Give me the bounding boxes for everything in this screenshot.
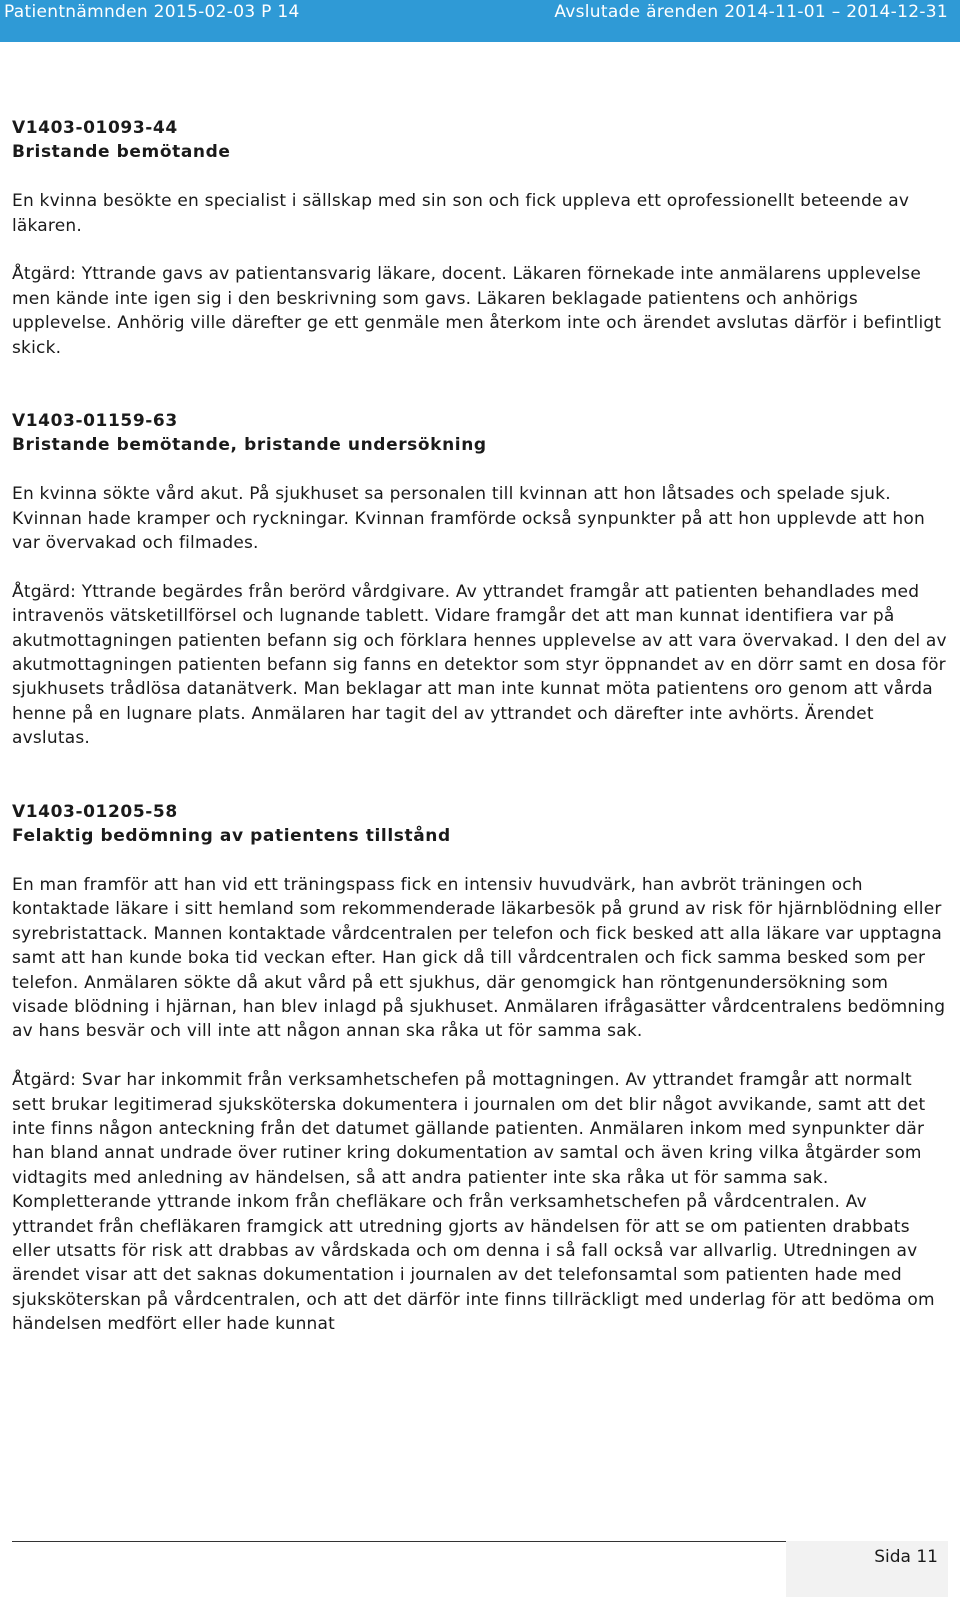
header-left-text: Patientnämnden 2015-02-03 P 14	[4, 2, 300, 22]
case-action: Åtgärd: Yttrande begärdes från berörd vårdgivare. Av yttrandet framgår att patienten behandlades med intravenös vätsketillförsel och lugnande tablett. Vidare framgår det att man kunnat identifiera var på akutmottagningen patienten befann sig och förklara hennes upplevelse av att vara övervakad. I den del av akutmottagningen patienten befann sig fanns en detektor som styr öppnandet av en dörr samt en dosa för sjukhusets trådlösa datanätverk. Man beklagar att man inte kunnat möta patientens oro genom att vårda henne på en lugnare plats. Anmälaren har tagit del av yttrandet och därefter inte avhörts. Ärendet avslutas.	[12, 581, 947, 749]
page-number: Sida 11	[874, 1547, 938, 1567]
case-title: Felaktig bedömning av patientens tillstånd	[12, 826, 451, 847]
case-action: Åtgärd: Yttrande gavs av patientansvarig läkare, docent. Läkaren förnekade inte anmälarens upplevelse men kände inte igen sig i den beskrivning som gavs. Läkaren beklagade patientens och anhörigs upplevelse. Anhörig ville därefter ge ett genmäle men återkom inte och ärendet avslutas därför i befintligt skick.	[12, 264, 942, 358]
case-description: En man framför att han vid ett träningspass fick en intensiv huvudvärk, han avbröt träningen och kontaktade läkare i sitt hemland som rekommenderade läkarbesök på grund av risk för hjärnblödning eller syrebristattack. Mannen kontaktade vårdcentralen per telefon och fick besked att alla läkare var upptagna samt att han kunde boka tid veckan efter. Han gick då till vårdcentralen och fick samma besked som per telefon. Anmälaren sökte då akut vård på ett sjukhus, där genomgick han röntgenundersökning som visade blödning i hjärnan, han blev inlagd på sjukhuset. Anmälaren ifrågasätter vårdcentralens bedömning av hans besvär och vill inte att någon annan ska råka ut för samma sak.	[12, 874, 946, 1042]
header-right-text: Avslutade ärenden 2014-11-01 – 2014-12-31	[554, 2, 948, 22]
case-entry	[12, 800, 948, 1337]
header-bar	[0, 0, 960, 42]
case-description: En kvinna sökte vård akut. På sjukhuset sa personalen till kvinnan att hon låtsades och spelade sjuk. Kvinnan hade kramper och ryckningar. Kvinnan framförde också synpunkter på att hon upplevde att hon var övervakad och filmades.	[12, 484, 925, 554]
case-entry	[12, 409, 948, 751]
case-title: Bristande bemötande, bristande undersökning	[12, 435, 487, 456]
case-entry	[12, 116, 948, 360]
case-id: V1403-01093-44	[12, 118, 178, 138]
case-action: Åtgärd: Svar har inkommit från verksamhetschefen på mottagningen. Av yttrandet framgår att normalt sett brukar legitimerad sjuksköterska dokumentera i journalen om det blir något avvikande, samt att det inte finns någon anteckning från det datumet gällande patienten. Anmälaren inkom med synpunkter där han bland annat undrade över rutiner kring dokumentation av samtal och även kring vilka åtgärder som vidtagits med anledning av händelsen, så att andra patienter inte ska råka ut för samma sak. Kompletterande yttrande inkom från chefläkare och från verksamhetschefen på vårdcentralen. Av yttrandet från chefläkaren framgick att utredning gjorts av händelsen för att se om patienten drabbats eller utsatts för risk att drabbas av vårdskada och om denna i så fall också var allvarlig. Utredningen av ärendet visar att det saknas dokumentation i journalen av det telefonsamtal som patienten hade med sjuksköterskan på vårdcentralen, och att det därför inte finns tillräckligt med underlag för att bedöma om händelsen medfört eller hade kunnat	[12, 1070, 935, 1335]
case-id: V1403-01159-63	[12, 411, 178, 432]
case-title: Bristande bemötande	[12, 142, 231, 163]
document-body	[12, 116, 948, 1337]
case-description: En kvinna besökte en specialist i sällskap med sin son och fick uppleva ett oprofessionellt beteende av läkaren.	[12, 191, 910, 236]
case-id: V1403-01205-58	[12, 801, 178, 822]
